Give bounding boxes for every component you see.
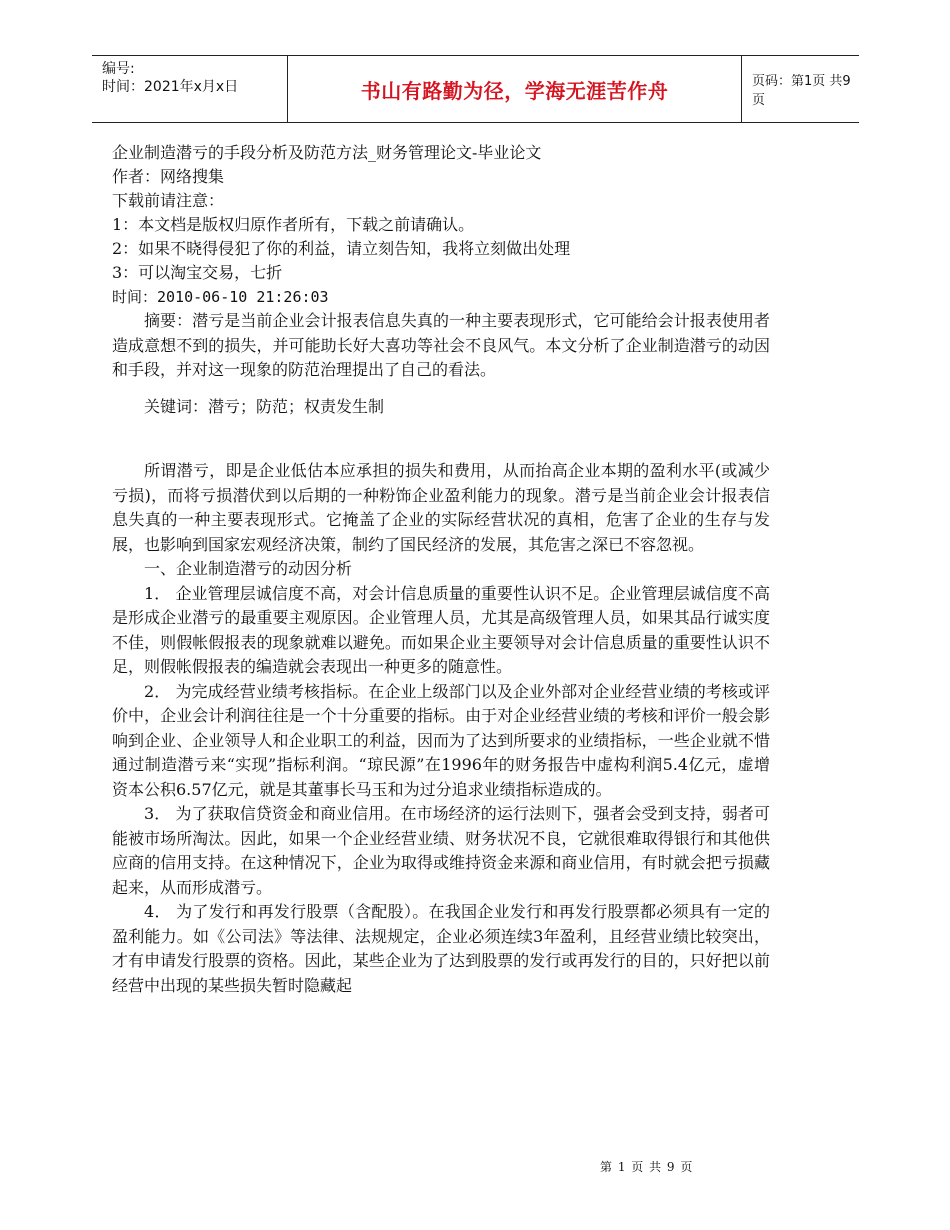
notice-item-2: 2：如果不晓得侵犯了你的利益，请立刻告知，我将立刻做出处理 [112, 239, 571, 258]
time-label: 时间：2021年x月x日 [102, 79, 239, 95]
keywords-paragraph: 关键词：潜亏；防范；权责发生制 [144, 396, 385, 416]
timestamp-line: 时间：2010-06-10 21:26:03 [112, 288, 329, 306]
page-info: 页码：第1页 共9页 [752, 74, 851, 108]
number-label: 编号: [102, 61, 135, 77]
document-body [112, 141, 770, 998]
notice-item-1: 1：本文档是版权归原作者所有，下载之前请确认。 [112, 215, 475, 234]
header-page-cell [742, 56, 859, 122]
point-paragraph-1: 1． 企业管理层诚信度不高，对会计信息质量的重要性认识不足。企业管理层诚信度不高是形成企业潜亏的最重要主观原因。企业管理人员，尤其是高级管理人员，如果其品行诚实度不佳，则假帐假报表的现象就难以避免。而如果企业主要领导对会计信息质量的重要性认识不足，则假帐假报表的编造就会表现出一种更多的随意性。 [112, 583, 770, 676]
author-line: 作者：网络搜集 [112, 167, 225, 186]
motto-text: 书山有路勤为径，学海无涯苦作舟 [360, 78, 669, 103]
notice-heading: 下载前请注意： [112, 191, 225, 210]
header-info-cell [92, 56, 287, 122]
point-paragraph-2: 2． 为完成经营业绩考核指标。在企业上级部门以及企业外部对企业经营业绩的考核或评价中，企业会计利润往往是一个十分重要的指标。由于对企业经营业绩的考核和评价一般会影响到企业、企业领导人和企业职工的利益，因而为了达到所要求的业绩指标，一些企业就不惜通过制造潜亏来“实现”指标利润。“琼民源”在1996年的财务报告中虚构利润5.4亿元，虚增资本公积6.57亿元，就是其董事长马玉和为过分追求业绩指标造成的。 [112, 681, 770, 799]
abstract-paragraph: 摘要：潜亏是当前企业会计报表信息失真的一种主要表现形式，它可能给会计报表使用者造成意想不到的损失，并可能助长好大喜功等社会不良风气。本文分析了企业制造潜亏的动因和手段，并对这一现象的防范治理提出了自己的看法。 [112, 311, 770, 379]
section-heading: 一、企业制造潜亏的动因分析 [144, 559, 353, 578]
document-title: 企业制造潜亏的手段分析及防范方法_财务管理论文-毕业论文 [112, 143, 542, 162]
point-paragraph-3: 3． 为了获取信贷资金和商业信用。在市场经济的运行法则下，强者会受到支持，弱者可能被市场所淘汰。因此，如果一个企业经营业绩、财务状况不良，它就很难取得银行和其他供应商的信用支持。在这种情况下，企业为取得或维持资金来源和商业信用，有时就会把亏损藏起来，从而形成潜亏。 [112, 804, 770, 897]
notice-item-3: 3：可以淘宝交易，七折 [112, 263, 283, 282]
intro-paragraph: 所谓潜亏，即是企业低估本应承担的损失和费用，从而抬高企业本期的盈利水平(或减少亏损)，而将亏损潜伏到以后期的一种粉饰企业盈利能力的现象。潜亏是当前企业会计报表信息失真的一种主要表现形式。它掩盖了企业的实际经营状况的真相，危害了企业的生存与发展，也影响到国家宏观经济决策，制约了国民经济的发展，其危害之深已不容忽视。 [112, 461, 770, 554]
page-header [92, 55, 859, 123]
header-motto-cell [287, 56, 742, 122]
point-paragraph-4: 4． 为了发行和再发行股票（含配股）。在我国企业发行和再发行股票都必须具有一定的盈利能力。如《公司法》等法律、法规规定，企业必须连续3年盈利，且经营业绩比较突出，才有申请发行股票的资格。因此，某些企业为了达到股票的发行或再发行的目的，只好把以前经营中出现的某些损失暂时隐藏起 [112, 902, 770, 995]
page-footer: 第 1 页 共 9 页 [600, 1160, 694, 1174]
